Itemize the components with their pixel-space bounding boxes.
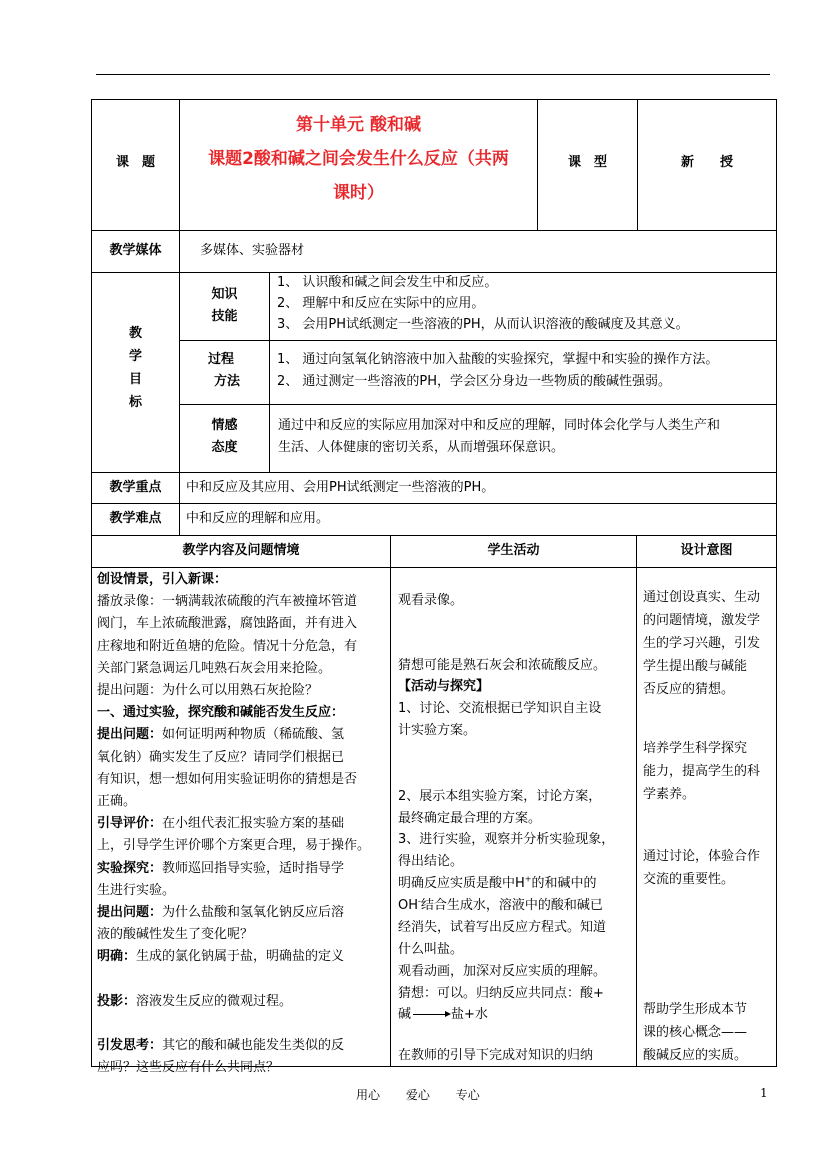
- footer-item: 专心: [455, 1088, 480, 1102]
- student-text: 结合生成水，溶液中的酸和碱已: [420, 898, 603, 913]
- design-line: 的问题情境，激发学: [643, 613, 761, 628]
- content-label: 明确：: [97, 949, 137, 965]
- content-line: 阀门，车上浓硫酸泄露，腐蚀路面，并有进入: [97, 616, 358, 632]
- content-text: 为什么盐酸和氢氧化钠反应后溶: [162, 905, 345, 921]
- superscript: -: [418, 896, 421, 906]
- student-text: 碱: [398, 1007, 412, 1022]
- superscript: +: [524, 874, 532, 884]
- media-value: 多媒体、实验器材: [200, 243, 305, 258]
- arrow-icon: [413, 1014, 449, 1015]
- content-text: 在小组代表汇报实验方案的基础: [162, 816, 345, 832]
- content-line: [97, 991, 389, 1013]
- type-value: 新 授: [680, 155, 733, 170]
- content-label: 提出问题：: [97, 905, 163, 921]
- knowledge-item: 2、 理解中和反应在实际中的应用。: [277, 296, 485, 311]
- student-line: 猜想：可以。归纳反应共同点：酸+: [398, 986, 604, 1001]
- student-line: 观看录像。: [398, 593, 464, 608]
- student-line: 最终确定最合理的方案。: [398, 811, 542, 826]
- key-point-value: 中和反应及其应用、会用PH试纸测定一些溶液的PH。: [186, 480, 495, 495]
- emotion-line: 生活、人体健康的密切关系，从而增强环保意识。: [278, 440, 565, 455]
- design-line: 生的学习兴趣，引发: [643, 636, 761, 651]
- student-line: 【活动与探究】: [398, 679, 490, 694]
- content-text: 如何证明两种物质（稀硫酸、氢: [162, 727, 345, 743]
- design-line: 帮助学生形成本节: [643, 1002, 748, 1017]
- emotion-line: 通过中和反应的实际应用加深对中和反应的理解，同时体会化学与人类生产和: [278, 418, 721, 433]
- page-number: 1: [760, 1086, 768, 1100]
- lesson-title-line2: 课题2酸和碱之间会发生什么反应（共两: [208, 149, 509, 169]
- process-label: [180, 349, 269, 393]
- content-line: [97, 858, 389, 880]
- content-line: [97, 902, 389, 924]
- content-line: 应吗？这些反应有什么共同点？: [97, 1060, 280, 1076]
- footer-motto: [356, 1086, 502, 1103]
- content-label: 引发思考：: [97, 1037, 163, 1053]
- column-header-design: 设计意图: [680, 543, 733, 558]
- objectives-char: 教: [128, 326, 142, 341]
- student-text: 盐+水: [451, 1007, 488, 1022]
- content-line: 正确。: [97, 794, 137, 810]
- student-line: 3、进行实验，观察并分析实验现象，: [398, 832, 615, 847]
- student-line: 经消失，试着写出反应方程式。知道: [398, 920, 607, 935]
- column-header-content: 教学内容及问题情境: [182, 543, 300, 558]
- student-line: [398, 873, 597, 895]
- process-label-1: 过程: [208, 352, 235, 367]
- footer-item: 用心: [356, 1088, 381, 1102]
- design-line: 酸碱反应的实质。: [643, 1048, 748, 1063]
- content-label: 提出问题：: [97, 727, 163, 743]
- type-label: 课 型: [567, 155, 607, 170]
- content-text: 教师巡回指导实验，适时指导学: [162, 860, 345, 876]
- emotion-label-2: 态度: [211, 440, 238, 455]
- content-line: 一、通过实验，探究酸和碱能否发生反应：: [97, 705, 345, 721]
- objectives-char: 学: [128, 349, 142, 364]
- content-line: 关部门紧急调运几吨熟石灰会用来抢险。: [97, 660, 332, 676]
- knowledge-items: [277, 272, 775, 335]
- student-text: OH: [398, 898, 419, 913]
- student-line: 2、展示本组实验方案，讨论方案，: [398, 789, 602, 804]
- student-line: 1、讨论、交流根据已学知识自主设: [398, 701, 602, 716]
- content-line: [97, 1035, 389, 1057]
- content-label: 投影：: [97, 993, 137, 1009]
- content-column: [97, 569, 389, 1079]
- content-line: 有知识，想一想如何用实验证明你的猜想是否: [97, 771, 358, 787]
- content-line: 上，引导学生评价哪个方案更合理，易于操作。: [97, 838, 371, 854]
- knowledge-item: 1、 认识酸和碱之间会发生中和反应。: [277, 275, 498, 290]
- difficult-point-value: 中和反应的理解和应用。: [186, 511, 330, 526]
- content-line: 液的酸碱性发生了变化呢？: [97, 927, 254, 943]
- content-line: [97, 724, 389, 746]
- objectives-char: 目: [128, 372, 142, 387]
- student-line: 在教师的引导下完成对知识的归纳: [398, 1048, 594, 1063]
- content-line: 提出问题：为什么可以用熟石灰抢险？: [97, 683, 319, 699]
- student-line: [398, 1004, 488, 1026]
- design-line: 通过创设真实、生动: [643, 590, 761, 605]
- design-line: 能力，提高学生的科: [643, 764, 761, 779]
- content-line: [97, 946, 389, 968]
- knowledge-label-1: 知识: [211, 287, 238, 302]
- emotion-label: [180, 415, 269, 459]
- design-line: 交流的重要性。: [643, 872, 735, 887]
- student-line: [398, 895, 603, 917]
- knowledge-label: [180, 284, 269, 328]
- knowledge-item: 3、 会用PH试纸测定一些溶液的PH，从而认识溶液的酸碱度及其意义。: [277, 317, 689, 332]
- lesson-title-line3: 课时）: [333, 183, 384, 203]
- content-text: 其它的酸和碱也能发生类似的反: [162, 1037, 345, 1053]
- objectives-label: [92, 322, 179, 414]
- content-line: 播放录像：一辆满载浓硫酸的汽车被撞坏管道: [97, 594, 358, 610]
- footer-item: 爱心: [405, 1088, 430, 1102]
- design-line: 培养学生科学探究: [643, 741, 748, 756]
- difficult-point-label: 教学难点: [109, 511, 162, 526]
- process-item: 2、 通过测定一些溶液的PH，学会区分身边一些物质的酸碱性强弱。: [277, 374, 672, 389]
- key-point-label: 教学重点: [109, 480, 162, 495]
- content-text: 溶液发生反应的微观过程。: [136, 993, 293, 1009]
- student-text: 明确反应实质是酸中H: [398, 876, 525, 891]
- design-line: 否反应的猜想。: [643, 682, 735, 697]
- student-line: 观看动画，加深对反应实质的理解。: [398, 964, 607, 979]
- knowledge-label-2: 技能: [211, 309, 238, 324]
- content-line: 氧化钠）确实发生了反应？请同学们根据已: [97, 749, 345, 765]
- objectives-char: 标: [128, 395, 142, 410]
- student-text: 的和碱中的: [531, 876, 597, 891]
- course-label: 课 题: [115, 155, 155, 170]
- header-rule: [96, 74, 770, 75]
- process-label-2: 方法: [214, 374, 241, 389]
- content-label: 实验探究：: [97, 860, 163, 876]
- design-line: 学素养。: [643, 787, 696, 802]
- process-items: [277, 349, 775, 393]
- unit-title: 第十单元 酸和碱: [296, 115, 421, 135]
- content-line: [97, 813, 389, 835]
- content-line: 庄稼地和附近鱼塘的危险。情况十分危急，有: [97, 638, 358, 654]
- content-label: 引导评价：: [97, 816, 163, 832]
- design-line: 学生提出酸与碱能: [643, 659, 748, 674]
- process-item: 1、 通过向氢氧化钠溶液中加入盐酸的实验探究，掌握中和实验的操作方法。: [277, 352, 719, 367]
- content-line: 创设情景，引入新课：: [97, 572, 228, 587]
- design-line: 课的核心概念——: [643, 1025, 748, 1040]
- media-label: 教学媒体: [109, 243, 162, 258]
- student-line: 猜想可能是熟石灰会和浓硫酸反应。: [398, 658, 607, 673]
- content-text: 生成的氯化钠属于盐，明确盐的定义: [136, 949, 345, 965]
- student-line: 计实验方案。: [398, 723, 477, 738]
- emotion-label-1: 情感: [211, 418, 238, 433]
- column-header-student: 学生活动: [487, 543, 540, 558]
- design-line: 通过讨论，体验合作: [643, 849, 761, 864]
- lesson-title: [180, 108, 537, 210]
- student-line: 什么叫盐。: [398, 942, 464, 957]
- content-line: 生进行实验。: [97, 882, 176, 898]
- student-line: 得出结论。: [398, 854, 464, 869]
- emotion-text: [278, 415, 775, 459]
